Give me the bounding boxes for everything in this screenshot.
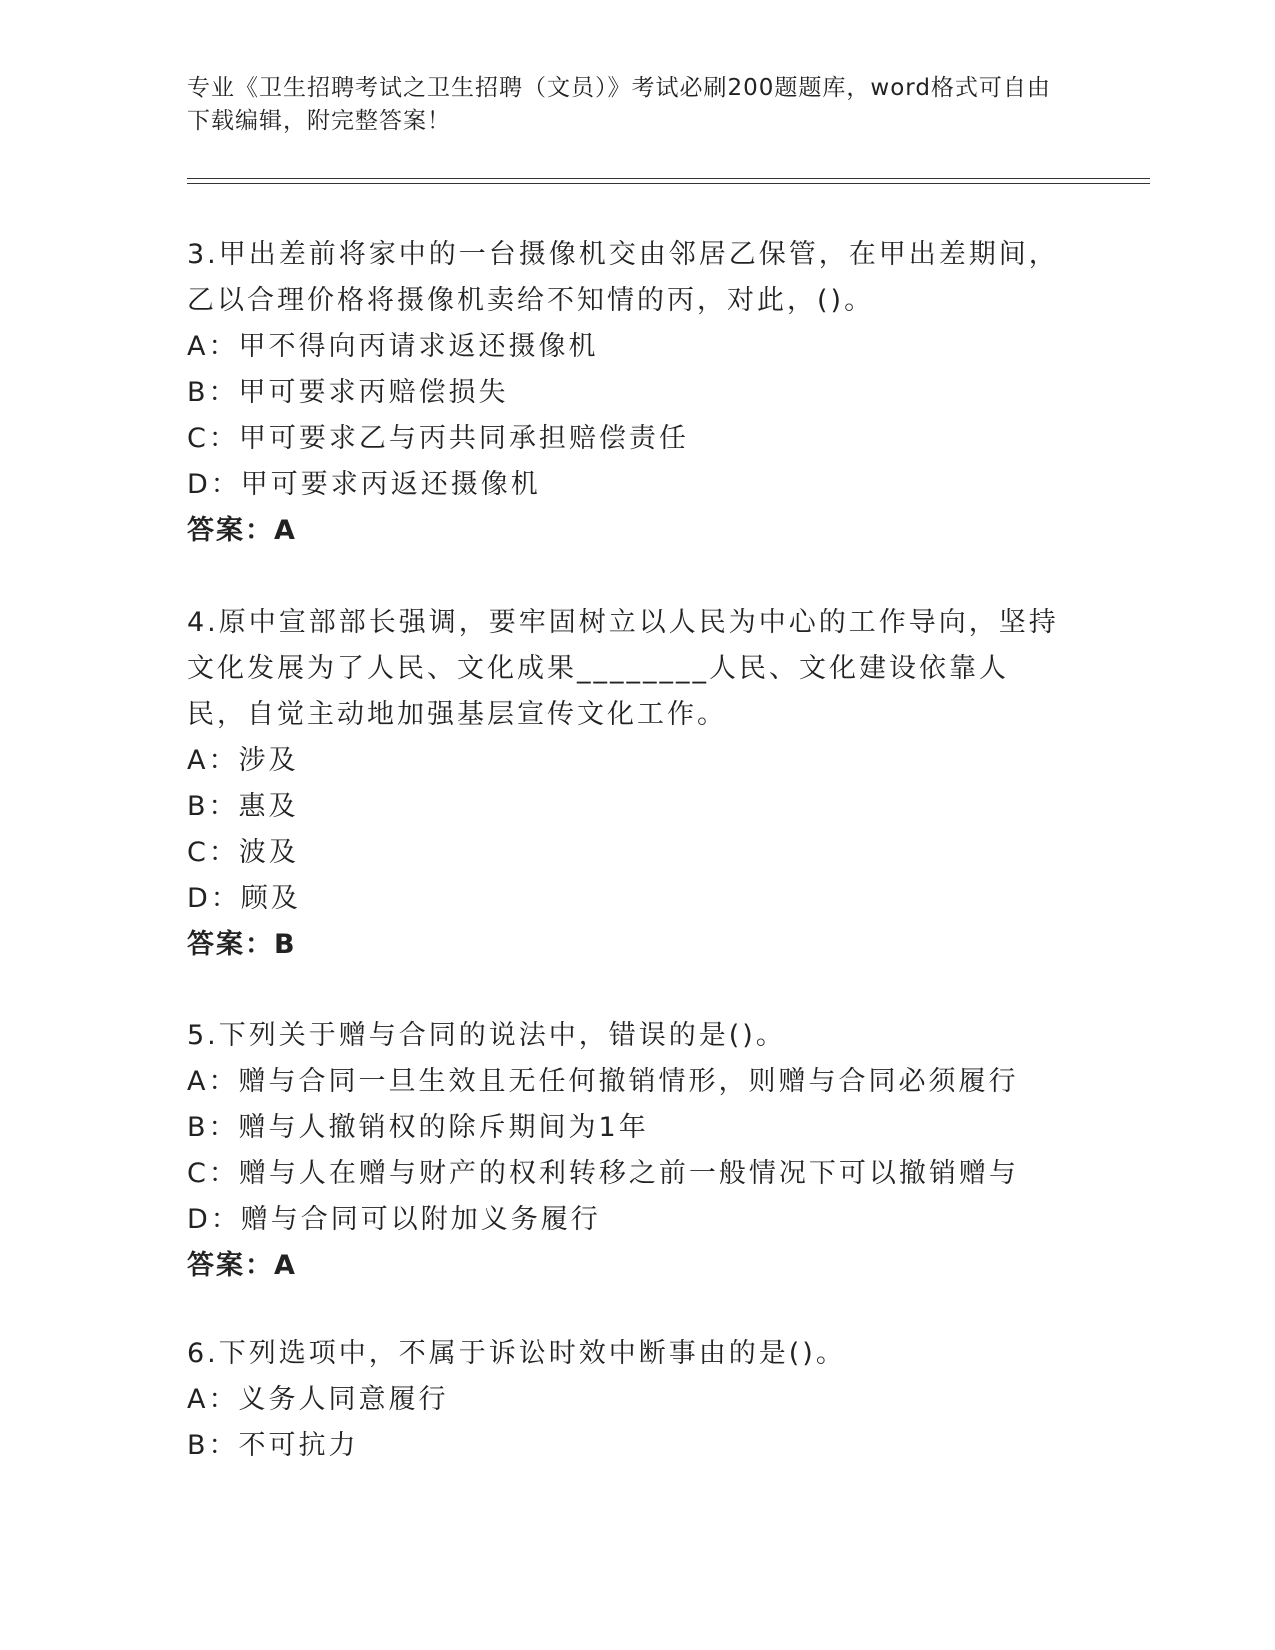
question-stem: 4.原中宣部部长强调，要牢固树立以人民为中心的工作导向，坚持文化发展为了人民、文化成果________人民、文化建设依靠人民，自觉主动地加强基层宣传文化工作。 <box>187 607 1059 730</box>
option-a: A：义务人同意履行 <box>187 1384 449 1415</box>
question-6 <box>187 1331 1067 1469</box>
option-a: A：涉及 <box>187 745 299 776</box>
option-b: B：赠与人撤销权的除斥期间为1年 <box>187 1112 649 1143</box>
option-b: B：惠及 <box>187 791 299 822</box>
question-4 <box>187 600 1067 968</box>
option-b: B：甲可要求丙赔偿损失 <box>187 377 509 408</box>
option-a: A：赠与合同一旦生效且无任何撤销情形，则赠与合同必须履行 <box>187 1066 1019 1097</box>
question-stem: 3.甲出差前将家中的一台摄像机交由邻居乙保管，在甲出差期间，乙以合理价格将摄像机卖给不知情的丙，对此，()。 <box>187 239 1059 316</box>
option-c: C：波及 <box>187 837 299 868</box>
option-c: C：赠与人在赠与财产的权利转移之前一般情况下可以撤销赠与 <box>187 1158 1019 1189</box>
header-divider-bottom <box>187 183 1150 184</box>
question-stem: 6.下列选项中，不属于诉讼时效中断事由的是()。 <box>187 1338 846 1369</box>
option-b: B：不可抗力 <box>187 1430 359 1461</box>
header-divider-top <box>187 178 1150 179</box>
option-c: C：甲可要求乙与丙共同承担赔偿责任 <box>187 423 689 454</box>
question-5 <box>187 1013 1067 1289</box>
answer: 答案：A <box>187 1250 297 1281</box>
question-3 <box>187 232 1067 554</box>
question-stem: 5.下列关于赠与合同的说法中，错误的是()。 <box>187 1020 786 1051</box>
option-d: D：赠与合同可以附加义务履行 <box>187 1204 601 1235</box>
option-d: D：顾及 <box>187 883 301 914</box>
answer: 答案：A <box>187 515 297 546</box>
option-a: A：甲不得向丙请求返还摄像机 <box>187 331 599 362</box>
answer: 答案：B <box>187 929 297 960</box>
option-d: D：甲可要求丙返还摄像机 <box>187 469 541 500</box>
document-header: 专业《卫生招聘考试之卫生招聘（文员）》考试必刷200题题库，word格式可自由下载编辑，附完整答案！ <box>187 75 1051 134</box>
